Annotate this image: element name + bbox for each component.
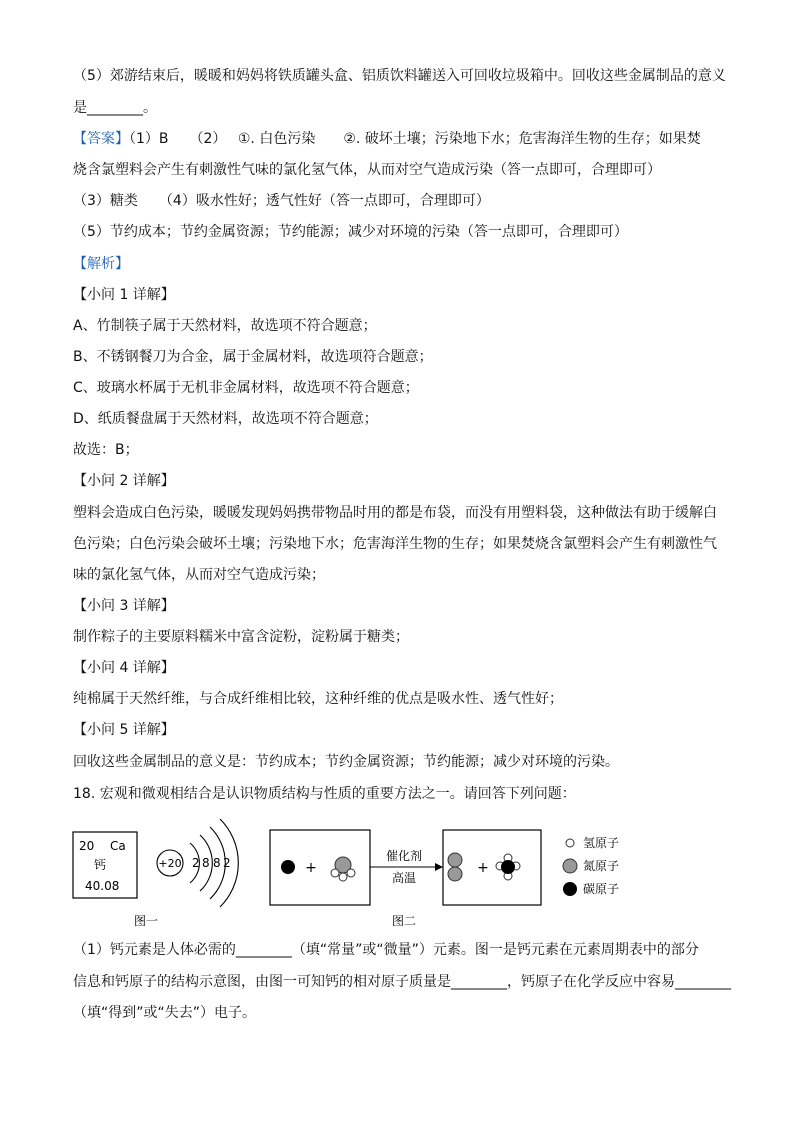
element-name: 钙	[94, 858, 107, 872]
figure-1	[70, 810, 260, 930]
catalyst-label: 催化剂	[385, 849, 423, 863]
answer-line2: 烧含氯塑料会产生有刺激性气味的氯化氢气体，从而对空气造成污染（答一点即可，合理即可）	[73, 162, 661, 178]
answer-text-1: （1）B （2） ①. 白色污染 ②. 破坏土壤；污染地下水；危害海洋生物的生存；如果焚	[129, 131, 701, 147]
sub1-heading: 【小问 1 详解】	[73, 287, 175, 303]
legend-nitrogen-label: 氮原子	[583, 859, 620, 873]
atomic-number: 20	[79, 839, 95, 853]
legend-carbon-icon	[563, 882, 577, 896]
sub5-heading: 【小问 5 详解】	[73, 722, 175, 738]
sub2-line3: 味的氯化氢气体，从而对空气造成污染；	[73, 567, 325, 583]
answer-line3: （3）糖类 （4）吸水性好；透气性好（答一点即可，合理即可）	[73, 193, 490, 209]
carbon-atom	[281, 860, 295, 874]
shell-electrons-1: 2	[192, 856, 200, 870]
sub4-heading: 【小问 4 详解】	[73, 660, 175, 676]
sub1-option-c: C、玻璃水杯属于无机非金属材料，故选项不符合题意；	[73, 380, 419, 396]
answer-line4: （5）节约成本；节约金属资源；节约能源；减少对环境的污染（答一点即可，合理即可）	[73, 224, 628, 240]
sub5-line1: 回收这些金属制品的意义是：节约成本；节约金属资源；节约能源；减少对环境的污染。	[73, 754, 619, 770]
legend-hydrogen-icon	[566, 839, 574, 847]
q18-stem: 18. 宏观和微观相结合是认识物质结构与性质的重要方法之一。请回答下列问题：	[73, 786, 576, 802]
shell-electrons-3: 8	[213, 856, 221, 870]
sub2-line1: 塑料会造成白色污染，暖暖发现妈妈携带物品时用的都是布袋，而没有用塑料袋，这种做法有助于缓解白	[73, 505, 717, 521]
sub4-line1: 纯棉属于天然纤维，与合成纤维相比较，这种纤维的优点是吸水性、透气性好；	[73, 691, 563, 707]
nitrogen-atom	[448, 853, 462, 867]
q17-5-line1: （5）郊游结束后，暖暖和妈妈将铁质罐头盒、铝质饮料罐送入可回收垃圾箱中。回收这些金属制品的意义	[73, 68, 726, 84]
q17-5-line2: 是________。	[73, 100, 157, 116]
hydrogen-atom	[347, 869, 355, 877]
q18-part1-line3: （填“得到”或“失去”）电子。	[73, 1005, 257, 1021]
q18-part1-line2: 信息和钙原子的结构示意图，由图一可知钙的相对原子质量是________，钙原子在化学反应中容易________	[73, 974, 731, 990]
condition-label: 高温	[391, 871, 417, 885]
sub3-heading: 【小问 3 详解】	[73, 598, 175, 614]
carbon-atom	[501, 860, 515, 874]
hydrogen-atom	[339, 873, 347, 881]
plus-sign-2: +	[477, 860, 489, 876]
legend-hydrogen-label: 氢原子	[583, 836, 620, 850]
hydrogen-atom	[331, 869, 339, 877]
legend-carbon-label: 碳原子	[583, 882, 620, 896]
legend-nitrogen-icon	[563, 859, 577, 873]
sub3-line1: 制作粽子的主要原料糯米中富含淀粉，淀粉属于糖类；	[73, 629, 409, 645]
sub2-line2: 色污染；白色污染会破坏土壤；污染地下水；危害海洋生物的生存；如果焚烧含氯塑料会产生有刺激性气	[73, 536, 717, 552]
analysis-tag: 【解析】	[73, 256, 129, 272]
figure-2	[265, 820, 635, 935]
plus-sign-1: +	[305, 860, 317, 876]
figure-1-caption: 图一	[134, 914, 159, 928]
nuclear-charge: +20	[158, 857, 182, 870]
sub1-option-b: B、不锈钢餐刀为合金，属于金属材料，故选项符合题意；	[73, 349, 433, 365]
answer-line1	[73, 129, 701, 149]
nitrogen-atom	[448, 867, 462, 881]
answer-tag: 【答案】	[73, 131, 129, 147]
sub1-selection: 故选：B；	[73, 442, 139, 458]
arrow-head	[435, 863, 443, 871]
element-symbol: Ca	[110, 839, 126, 853]
shell-electrons-4: 2	[223, 856, 231, 870]
shell-electrons-2: 8	[202, 856, 210, 870]
sub1-option-a: A、竹制筷子属于天然材料，故选项不符合题意；	[73, 318, 377, 334]
sub1-option-d: D、纸质餐盘属于天然材料，故选项不符合题意；	[73, 411, 378, 427]
sub2-heading: 【小问 2 详解】	[73, 473, 175, 489]
atomic-mass: 40.08	[85, 879, 120, 893]
figure-2-caption: 图二	[391, 914, 417, 928]
q18-part1-line1: （1）钙元素是人体必需的________（填“常量”或“微量”）元素。图一是钙元素在元素周期表中的部分	[73, 942, 699, 958]
